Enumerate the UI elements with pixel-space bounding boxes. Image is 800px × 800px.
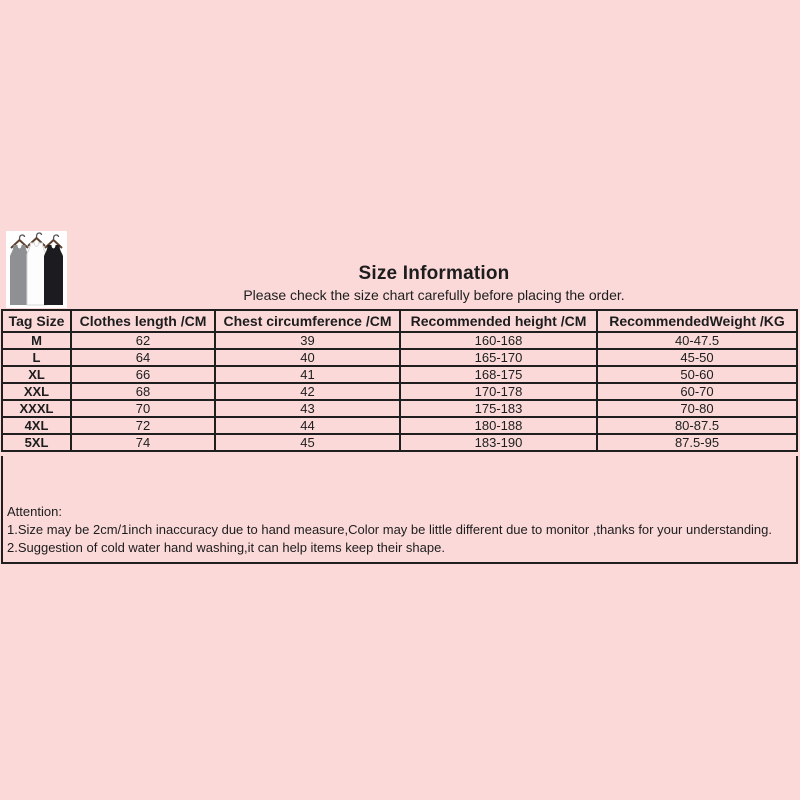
table-row <box>2 349 797 366</box>
value-cell: 45-50 <box>597 349 797 366</box>
attention-line-2: 2.Suggestion of cold water hand washing,it can help items keep their shape. <box>7 540 445 555</box>
value-cell: 39 <box>215 332 400 349</box>
value-cell: 64 <box>71 349 215 366</box>
value-cell: 74 <box>71 434 215 451</box>
value-cell: 70 <box>71 400 215 417</box>
value-cell: 50-60 <box>597 366 797 383</box>
value-cell: 43 <box>215 400 400 417</box>
value-cell: 70-80 <box>597 400 797 417</box>
table-header-row <box>2 310 797 332</box>
size-table <box>1 309 798 452</box>
col-header-chest-circumference: Chest circumference /CM <box>215 310 400 332</box>
attention-line-1: 1.Size may be 2cm/1inch inaccuracy due to hand measure,Color may be little different due to monitor ,thanks for your understanding. <box>7 522 773 537</box>
header-block <box>70 263 798 303</box>
value-cell: 72 <box>71 417 215 434</box>
page-title: Size Information <box>358 263 510 284</box>
value-cell: 44 <box>215 417 400 434</box>
value-cell: 40 <box>215 349 400 366</box>
value-cell: 80-87.5 <box>597 417 797 434</box>
table-row <box>2 366 797 383</box>
table-row <box>2 332 797 349</box>
value-cell: 180-188 <box>400 417 597 434</box>
value-cell: 165-170 <box>400 349 597 366</box>
tank-tops-illustration <box>6 231 67 308</box>
col-header-recommended-weight: RecommendedWeight /KG <box>597 310 797 332</box>
value-cell: 66 <box>71 366 215 383</box>
value-cell: 40-47.5 <box>597 332 797 349</box>
value-cell: 42 <box>215 383 400 400</box>
col-header-tag-size: Tag Size <box>2 310 71 332</box>
table-row <box>2 400 797 417</box>
value-cell: 45 <box>215 434 400 451</box>
tag-size-cell: 4XL <box>2 417 71 434</box>
value-cell: 62 <box>71 332 215 349</box>
product-photo <box>6 231 67 308</box>
value-cell: 60-70 <box>597 383 797 400</box>
tag-size-cell: 5XL <box>2 434 71 451</box>
tag-size-cell: XXL <box>2 383 71 400</box>
table-row <box>2 417 797 434</box>
tank-top-gray <box>10 245 29 305</box>
tag-size-cell: L <box>2 349 71 366</box>
tag-size-cell: XXXL <box>2 400 71 417</box>
attention-heading: Attention: <box>7 504 62 519</box>
value-cell: 183-190 <box>400 434 597 451</box>
value-cell: 175-183 <box>400 400 597 417</box>
value-cell: 160-168 <box>400 332 597 349</box>
value-cell: 87.5-95 <box>597 434 797 451</box>
table-row <box>2 383 797 400</box>
value-cell: 41 <box>215 366 400 383</box>
table-row <box>2 434 797 451</box>
col-header-recommended-height: Recommended height /CM <box>400 310 597 332</box>
page-subtitle: Please check the size chart carefully before placing the order. <box>243 287 625 303</box>
col-header-clothes-length: Clothes length /CM <box>71 310 215 332</box>
value-cell: 68 <box>71 383 215 400</box>
tag-size-cell: M <box>2 332 71 349</box>
attention-box <box>1 456 798 564</box>
tank-top-white <box>27 243 46 305</box>
tank-top-black <box>44 245 63 305</box>
value-cell: 168-175 <box>400 366 597 383</box>
tag-size-cell: XL <box>2 366 71 383</box>
value-cell: 170-178 <box>400 383 597 400</box>
